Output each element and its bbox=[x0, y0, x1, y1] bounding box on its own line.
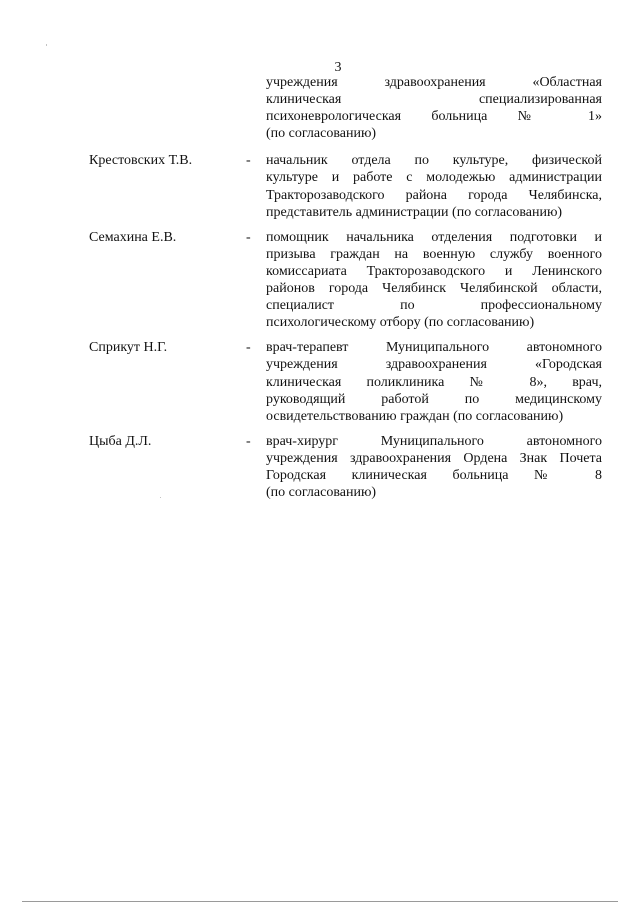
separator-dash: - bbox=[246, 340, 251, 356]
member-entry bbox=[0, 339, 640, 424]
description-line: клиническая специализированная bbox=[266, 92, 602, 108]
member-name: Крестовских Т.В. bbox=[89, 153, 193, 169]
member-name: Цыба Д.Л. bbox=[89, 433, 152, 449]
description-line: Тракторозаводского района города Челябинска, bbox=[266, 187, 602, 203]
continued-description bbox=[266, 74, 602, 142]
commission-member-list bbox=[0, 74, 640, 501]
description-line: районов города Челябинск Челябинской области, bbox=[266, 281, 602, 297]
description-line: учреждения здравоохранения «Областная bbox=[266, 75, 602, 90]
description-line: врач-хирург Муниципального автономного bbox=[266, 433, 602, 449]
member-description bbox=[266, 339, 602, 424]
description-line: освидетельствованию граждан (по согласованию) bbox=[266, 408, 564, 424]
member-entry bbox=[0, 229, 640, 332]
member-description bbox=[266, 433, 602, 501]
description-line: Городская клиническая больница № 8 bbox=[266, 467, 602, 483]
description-line: представитель администрации (по согласованию) bbox=[266, 204, 563, 220]
description-line: начальник отдела по культуре, физической bbox=[266, 153, 602, 169]
description-line: клиническая поликлиника № 8», врач, bbox=[266, 374, 602, 390]
description-line: руководящий работой по медицинскому bbox=[266, 391, 602, 407]
member-description bbox=[266, 229, 602, 332]
continued-entry bbox=[0, 74, 640, 142]
description-line: культуре и работе с молодежью администрации bbox=[266, 170, 602, 186]
description-line: комиссариата Тракторозаводского и Ленинского bbox=[266, 263, 602, 279]
description-line: призыва граждан на военную службу военного bbox=[266, 246, 602, 262]
member-entry bbox=[0, 152, 640, 220]
member-description bbox=[266, 152, 602, 220]
separator-dash: - bbox=[246, 433, 251, 449]
separator-dash: - bbox=[246, 229, 251, 245]
description-line: врач-терапевт Муниципального автономного bbox=[266, 340, 602, 356]
description-line: учреждения здравоохранения Ордена Знак Почета bbox=[266, 450, 602, 466]
page-number: 3 bbox=[334, 60, 342, 75]
member-entry bbox=[0, 433, 640, 501]
description-line: (по согласованию) bbox=[266, 126, 377, 142]
scan-speck bbox=[46, 44, 47, 46]
separator-dash: - bbox=[246, 153, 251, 169]
member-name: Сприкут Н.Г. bbox=[89, 340, 168, 356]
member-name: Семахина Е.В. bbox=[89, 229, 177, 245]
description-line: психологическому отбору (по согласованию) bbox=[266, 315, 535, 331]
description-line: специалист по профессиональному bbox=[266, 298, 602, 314]
description-line: учреждения здравоохранения «Городская bbox=[266, 357, 602, 373]
scan-bottom-edge bbox=[22, 901, 618, 902]
description-line: помощник начальника отделения подготовки и bbox=[266, 229, 602, 245]
description-line: психоневрологическая больница № 1» bbox=[266, 109, 602, 125]
description-line: (по согласованию) bbox=[266, 485, 377, 501]
